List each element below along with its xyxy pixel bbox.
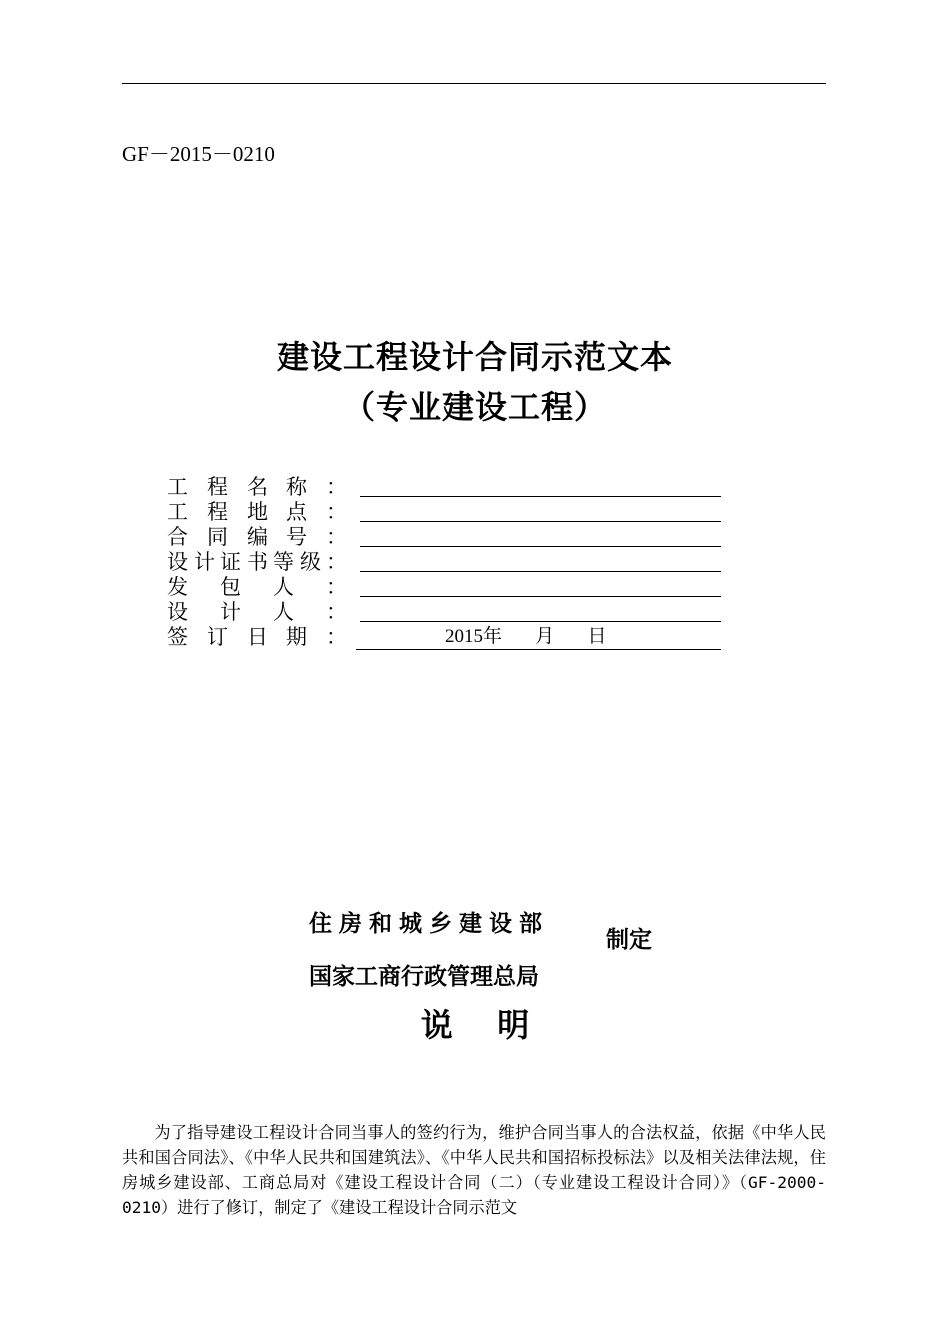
- label-char: 名: [247, 475, 268, 499]
- fill-in-line[interactable]: [360, 546, 721, 547]
- label-char: 日: [247, 625, 268, 649]
- document-code: GF－2015－0210: [122, 142, 275, 166]
- label-char: ：: [326, 475, 347, 499]
- fill-in-line[interactable]: [360, 571, 721, 572]
- field-employer: [167, 575, 727, 600]
- label-char: 计: [220, 600, 241, 624]
- label-char: 人: [273, 575, 294, 599]
- label-char: 号: [286, 525, 307, 549]
- fill-in-line[interactable]: [360, 621, 721, 622]
- field-certificate-grade: [167, 550, 727, 575]
- section-heading: [0, 1000, 950, 1046]
- issuer-ministry: 住房和城乡建设部: [309, 911, 549, 937]
- cover-fields: [167, 475, 727, 650]
- field-signing-date: [167, 625, 727, 650]
- label-char: 设: [167, 550, 188, 574]
- label-char: 书: [247, 550, 268, 574]
- label-char: ：: [326, 500, 347, 524]
- document-title: 建设工程设计合同示范文本: [276, 338, 673, 376]
- fill-in-line[interactable]: [356, 649, 721, 650]
- intro-paragraph: 为了指导建设工程设计合同当事人的签约行为，维护合同当事人的合法权益，依据《中华人民共和国合同法》、《中华人民共和国建筑法》、《中华人民共和国招标投标法》以及相关法律法规，住房城乡建设部、工商总局对《建设工程设计合同（二）（专业建设工程设计合同）》（GF-2000-0210）进行了修订，制定了《建设工程设计合同示范文: [122, 1123, 826, 1217]
- fill-in-line[interactable]: [360, 496, 721, 497]
- label-char: ：: [326, 575, 347, 599]
- label-char: 同: [207, 525, 228, 549]
- label-char: 设: [167, 600, 188, 624]
- enact-label: 制定: [606, 927, 652, 953]
- label-char: ：: [326, 600, 347, 624]
- fill-in-line[interactable]: [360, 596, 721, 597]
- label-char: 期: [286, 625, 307, 649]
- label-char: 称: [286, 475, 307, 499]
- label-char: 包: [220, 575, 241, 599]
- fill-in-line[interactable]: [360, 521, 721, 522]
- field-contract-number: [167, 525, 727, 550]
- label-char: 程: [207, 475, 228, 499]
- issuer-administration: 国家工商行政管理总局: [309, 964, 539, 990]
- label-char: 人: [273, 600, 294, 624]
- section-heading-text: 说 明: [420, 1006, 530, 1044]
- label-char: 程: [207, 500, 228, 524]
- label-char: ：: [326, 625, 347, 649]
- field-designer: [167, 600, 727, 625]
- label-char: 签: [167, 625, 188, 649]
- date-value: 2015年 月 日: [445, 626, 607, 647]
- label-char: 点: [286, 500, 307, 524]
- document-subtitle: （专业建设工程）: [342, 388, 607, 426]
- label-char: 发: [167, 575, 188, 599]
- label-char: 工: [167, 475, 188, 499]
- field-project-location: [167, 500, 727, 525]
- label-char: ：: [326, 525, 347, 549]
- label-char: 证: [220, 550, 241, 574]
- label-char: 工: [167, 500, 188, 524]
- label-char: 级: [300, 550, 321, 574]
- label-char: 计: [194, 550, 215, 574]
- label-char: 地: [247, 500, 268, 524]
- header-rule: [122, 83, 826, 84]
- label-char: 等: [273, 550, 294, 574]
- label-char: 编: [247, 525, 268, 549]
- label-char: 订: [207, 625, 228, 649]
- label-char: ：: [326, 550, 347, 574]
- field-project-name: [167, 475, 727, 500]
- label-char: 合: [167, 525, 188, 549]
